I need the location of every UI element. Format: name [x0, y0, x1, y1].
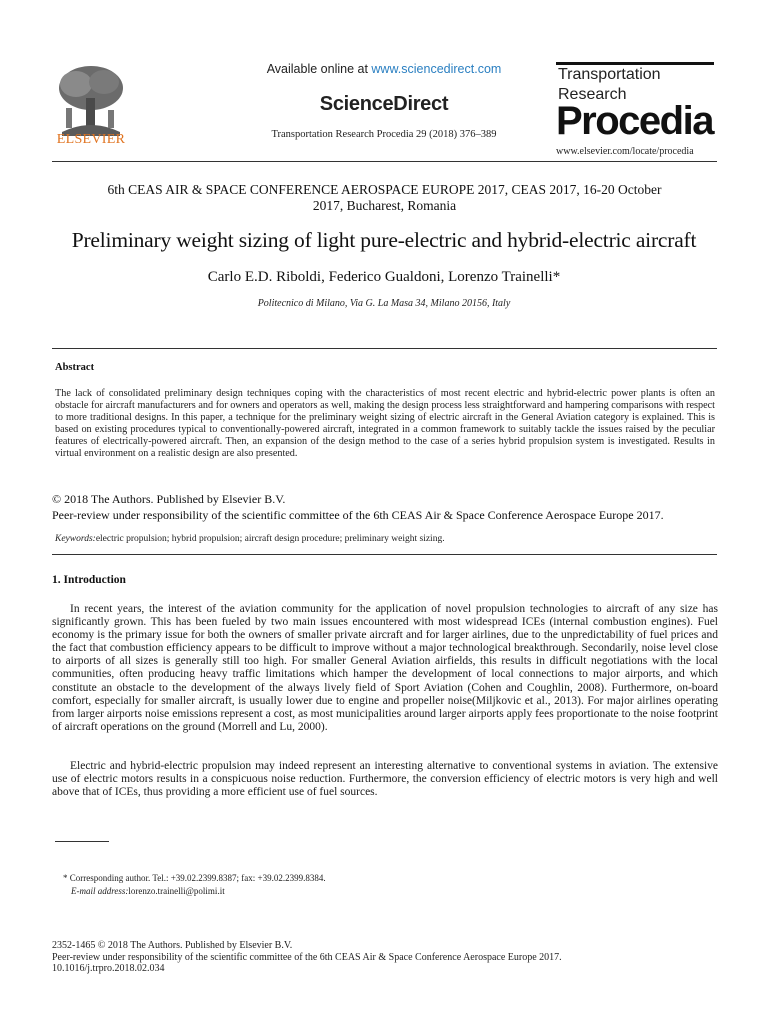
keywords-label: Keywords:: [55, 534, 96, 544]
copyright-notice: © 2018 The Authors. Published by Elsevier B.V.: [52, 492, 286, 506]
page-footer: [52, 940, 732, 975]
email-note: [71, 886, 225, 896]
sciencedirect-link[interactable]: www.sciencedirect.com: [371, 62, 502, 76]
sciencedirect-brand: ScienceDirect: [319, 93, 449, 115]
footer-peer-review: Peer-review under responsibility of the scientific committee of the 6th CEAS Air & Space Conference Aerospace Europe 2017.: [52, 951, 562, 963]
author-affiliation: Politecnico di Milano, Via G. La Masa 34, Milano 20156, Italy: [257, 298, 511, 309]
journal-logo-line1: Transportation: [558, 66, 661, 83]
paper-title: Preliminary weight sizing of light pure-electric and hybrid-electric aircraft: [71, 228, 697, 252]
conference-info: [52, 182, 717, 214]
abstract-top-divider: [52, 348, 717, 349]
footer-issn: 2352-1465 © 2018 The Authors. Published by Elsevier B.V.: [52, 940, 293, 951]
footnote-divider: [55, 841, 109, 842]
footer-doi[interactable]: 10.1016/j.trpro.2018.02.034: [52, 963, 165, 974]
conference-line1: 6th CEAS AIR & SPACE CONFERENCE AEROSPACE EUROPE 2017, CEAS 2017, 16-20 October: [107, 182, 662, 197]
email-address[interactable]: lorenzo.trainelli@polimi.it: [128, 886, 225, 896]
abstract-text: The lack of consolidated preliminary design techniques coping with the characteristics of most recent electric and hybrid-electric power plants is often an obstacle for aircraft manufacturers and for owners and operators as well, making the design process less straightforward and hampering comparisons with respect to more traditional designs. In this paper, a technique for the preliminary weight sizing of electric aircraft in the General Aviation category is explained. This is based on existing procedures typical to conventionally-powered aircraft, integrated in a common framework to suitably tackle the issues raised by the peculiar features of electrically-powered aircraft. Then, an expansion of the design method to the case of a series hybrid propulsion system is investigated. Results in virtual environment on a realistic design are also presented.: [55, 388, 715, 460]
journal-logo-line2: Research: [558, 86, 627, 103]
journal-logo-procedia: Procedia: [556, 99, 713, 143]
corresponding-author-note: * Corresponding author. Tel.: +39.02.2399.8387; fax: +39.02.2399.8384.: [63, 873, 326, 883]
journal-reference: Transportation Research Procedia 29 (2018) 376–389: [271, 129, 497, 140]
conference-line2: 2017, Bucharest, Romania: [312, 198, 457, 213]
abstract-bottom-divider: [52, 554, 717, 555]
paper-authors: Carlo E.D. Riboldi, Federico Gualdoni, Lorenzo Trainelli*: [207, 269, 561, 285]
abstract-heading: Abstract: [55, 362, 95, 373]
section-heading-introduction: 1. Introduction: [52, 574, 126, 586]
intro-paragraph-1: In recent years, the interest of the aviation community for the application of novel propulsion technologies to aircraft of any size has significantly grown. This has been fueled by two main issues encountered with most widespread ICEs (internal combustion engines). Fuel economy is the primary issue for both the owners of smaller private aircraft and for larger airlines, due to the unpredictability of fuel prices and the fact that combustion efficiency appears to be difficult to improve without a major technological breakthrough. Secondarily, noise level close to airports of all sizes is generally still too high. For smaller General Aviation airfields, this results in difficult negotiations with the local communities, often producing heavy traffic limitations which hamper the development of local connections to major airports, and which constitute an obstacle to the development of the always lively field of Sport Aviation (Cohen and Coughlin, 2008). Furthermore, on-board comfort, especially for smaller aircraft, is usually lower due to engine and propeller noise(Miljkovic et al., 2013). For major airlines operating from larger airports noise emissions represent a cost, as most municipalities around larger airports apply fees proportionate to the noise footprint of aircraft operations on the ground (Morrell and Lu, 2000).: [52, 603, 718, 733]
journal-url-link[interactable]: www.elsevier.com/locate/procedia: [556, 146, 694, 157]
peer-review-notice: Peer-review under responsibility of the scientific committee of the 6th CEAS Air & Space Conference Aerospace Europe 2017.: [52, 508, 664, 522]
available-prefix: Available online at: [266, 62, 368, 76]
keywords-list: electric propulsion; hybrid propulsion; aircraft design procedure; preliminary weight sizing.: [95, 534, 445, 544]
intro-paragraph-2: Electric and hybrid-electric propulsion may indeed represent an interesting alternative to conventional systems in aviation. The extensive use of electric motors results in a conspicuous noise reduction. Furthermore, the conversion efficiency of electric motors is very high and well above that of ICEs, thus providing a more efficient use of fuel sources.: [52, 760, 718, 799]
header-divider: [52, 161, 717, 162]
keywords-line: [55, 534, 445, 544]
elsevier-wordmark: ELSEVIER: [56, 132, 126, 147]
email-label: E-mail address:: [71, 886, 129, 896]
